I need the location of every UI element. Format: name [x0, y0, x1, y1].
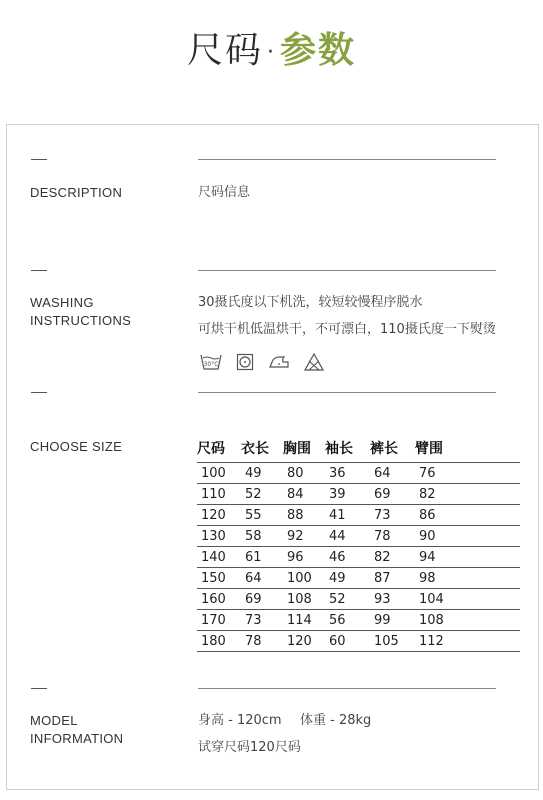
table-row: [197, 610, 520, 631]
size-header-arm: 臂围: [415, 441, 443, 457]
size-header-length: 衣长: [241, 441, 269, 457]
table-cell: 180: [197, 631, 241, 652]
table-cell: 140: [197, 547, 241, 568]
table-cell: 87: [370, 568, 415, 589]
table-cell: 44: [325, 526, 370, 547]
table-cell: 69: [241, 589, 283, 610]
description-label: DESCRIPTION: [30, 185, 123, 200]
table-cell: 56: [325, 610, 370, 631]
table-cell: 55: [241, 505, 283, 526]
table-row: [197, 568, 520, 589]
table-cell: 39: [325, 484, 370, 505]
model-height: 身高 - 120cm: [198, 713, 282, 728]
section-rule: [198, 270, 496, 271]
table-cell: 130: [197, 526, 241, 547]
section-rule: [198, 159, 496, 160]
table-cell: 82: [370, 547, 415, 568]
section-dash: [31, 270, 47, 271]
table-cell: 61: [241, 547, 283, 568]
model-weight: 体重 - 28kg: [300, 713, 372, 728]
title-dot: ·: [267, 39, 276, 65]
washing-line1: 30摄氏度以下机洗，较短较慢程序脱水: [198, 295, 423, 310]
washing-label-line2: INSTRUCTIONS: [30, 313, 132, 328]
section-dash: [31, 392, 47, 393]
no-bleach-icon: [304, 353, 324, 371]
table-row: [197, 484, 520, 505]
table-cell: 150: [197, 568, 241, 589]
table-cell: 170: [197, 610, 241, 631]
table-cell: 64: [241, 568, 283, 589]
table-cell: 94: [415, 547, 520, 568]
table-cell: 78: [241, 631, 283, 652]
table-row: [197, 631, 520, 652]
iron-icon: [268, 354, 290, 370]
table-row: [197, 505, 520, 526]
size-header-size: 尺码: [197, 441, 225, 457]
table-cell: 93: [370, 589, 415, 610]
page-title: [0, 22, 543, 73]
size-table: [197, 434, 520, 652]
table-cell: 49: [241, 463, 283, 484]
model-trial-size: 试穿尺码120尺码: [198, 740, 301, 755]
table-cell: 99: [370, 610, 415, 631]
table-cell: 41: [325, 505, 370, 526]
table-cell: 100: [283, 568, 325, 589]
table-cell: 88: [283, 505, 325, 526]
table-cell: 120: [197, 505, 241, 526]
table-cell: 98: [415, 568, 520, 589]
table-cell: 110: [197, 484, 241, 505]
section-rule: [198, 688, 496, 689]
section-rule: [198, 392, 496, 393]
table-row: [197, 589, 520, 610]
tumble-dry-icon: [236, 353, 254, 371]
description-value: 尺码信息: [198, 185, 251, 200]
table-row: [197, 547, 520, 568]
table-cell: 90: [415, 526, 520, 547]
table-cell: 92: [283, 526, 325, 547]
care-icons: [200, 352, 324, 372]
table-cell: 36: [325, 463, 370, 484]
table-cell: 112: [415, 631, 520, 652]
table-cell: 78: [370, 526, 415, 547]
section-dash: [31, 688, 47, 689]
table-cell: 160: [197, 589, 241, 610]
table-cell: 96: [283, 547, 325, 568]
model-label-line1: MODEL: [30, 713, 78, 728]
table-cell: 73: [370, 505, 415, 526]
size-table-header: [197, 434, 520, 463]
table-cell: 52: [241, 484, 283, 505]
table-cell: 49: [325, 568, 370, 589]
table-cell: 58: [241, 526, 283, 547]
wash-temp-label: 30°C: [203, 361, 219, 368]
table-cell: 52: [325, 589, 370, 610]
table-cell: 100: [197, 463, 241, 484]
title-part2: 参数: [280, 30, 357, 71]
size-header-pants: 裤长: [370, 441, 398, 457]
table-cell: 105: [370, 631, 415, 652]
table-cell: 80: [283, 463, 325, 484]
table-cell: 64: [370, 463, 415, 484]
table-cell: 73: [241, 610, 283, 631]
section-dash: [31, 159, 47, 160]
size-header-chest: 胸围: [283, 441, 311, 457]
table-cell: 108: [415, 610, 520, 631]
table-row: [197, 463, 520, 484]
table-cell: 86: [415, 505, 520, 526]
table-cell: 84: [283, 484, 325, 505]
table-cell: 114: [283, 610, 325, 631]
table-cell: 82: [415, 484, 520, 505]
table-cell: 108: [283, 589, 325, 610]
title-part1: 尺码: [186, 30, 263, 71]
table-row: [197, 526, 520, 547]
table-cell: 69: [370, 484, 415, 505]
table-cell: 120: [283, 631, 325, 652]
model-label: [30, 712, 123, 748]
table-cell: 76: [415, 463, 520, 484]
table-cell: 60: [325, 631, 370, 652]
model-label-line2: INFORMATION: [30, 731, 124, 746]
washing-label-line1: WASHING: [30, 295, 94, 310]
wash-30-icon: [200, 352, 222, 372]
washing-line2: 可烘干机低温烘干，不可漂白，110摄氏度一下熨烫: [198, 322, 496, 337]
table-cell: 104: [415, 589, 520, 610]
washing-label: [30, 294, 131, 330]
table-cell: 46: [325, 547, 370, 568]
size-label: CHOOSE SIZE: [30, 439, 123, 454]
size-header-sleeve: 袖长: [325, 441, 353, 457]
